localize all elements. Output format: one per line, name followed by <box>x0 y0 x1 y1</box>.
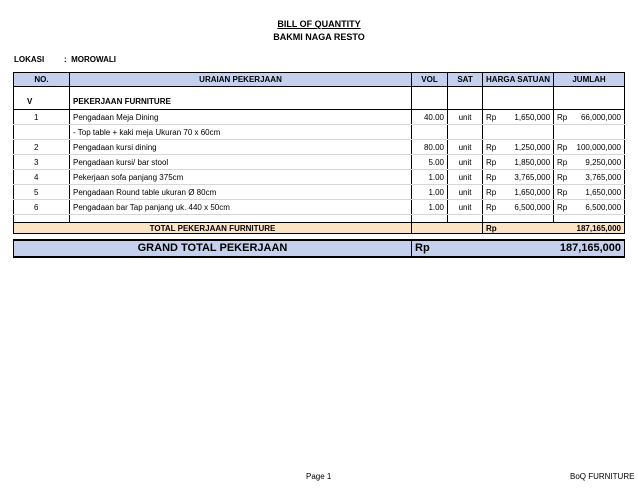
item-vol: 1.00 <box>412 170 448 185</box>
item-price: 1,250,000 <box>498 140 554 155</box>
total-value: 187,165,000 <box>554 223 625 234</box>
location-label: LOKASI <box>14 55 45 64</box>
item-price-currency: Rp <box>483 140 498 155</box>
item-desc: Pengadaan kursi dining <box>70 140 412 155</box>
location-line <box>14 55 116 64</box>
item-price-currency: Rp <box>483 200 498 215</box>
spacer-row <box>14 87 625 95</box>
item-no: 5 <box>14 185 42 200</box>
item-total-currency: Rp <box>554 170 569 185</box>
item-no: 6 <box>14 200 42 215</box>
item-price: 3,765,000 <box>498 170 554 185</box>
item-total-currency <box>554 125 569 140</box>
item-price-currency: Rp <box>483 170 498 185</box>
sheet-name: BoQ FURNITURE <box>570 472 635 481</box>
item-vol: 1.00 <box>412 185 448 200</box>
item-price: 1,650,000 <box>498 110 554 125</box>
item-unit: unit <box>448 185 483 200</box>
item-total: 1,650,000 <box>569 185 625 200</box>
section-row <box>14 95 625 110</box>
col-vol-header: VOL <box>412 73 448 87</box>
item-blank <box>42 140 70 155</box>
item-blank <box>42 200 70 215</box>
item-price-currency: Rp <box>483 185 498 200</box>
item-desc: Pengadaan bar Tap panjang uk. 440 x 50cm <box>70 200 412 215</box>
item-desc: Pengadaan kursi/ bar stool <box>70 155 412 170</box>
page-number: Page 1 <box>306 472 332 481</box>
table-row <box>14 200 625 215</box>
grand-total-row <box>14 240 625 257</box>
location-separator: : <box>64 55 67 64</box>
item-total-currency: Rp <box>554 155 569 170</box>
table-row <box>14 125 625 140</box>
item-desc: Pengadaan Meja Dining <box>70 110 412 125</box>
table-row <box>14 155 625 170</box>
item-vol: 1.00 <box>412 200 448 215</box>
item-no <box>14 125 42 140</box>
item-blank <box>42 155 70 170</box>
item-vol: 40.00 <box>412 110 448 125</box>
table-header <box>14 73 625 87</box>
item-price-currency <box>483 125 498 140</box>
item-total: 100,000,000 <box>569 140 625 155</box>
item-total: 6,500,000 <box>569 200 625 215</box>
grand-total-currency: Rp <box>412 240 554 257</box>
item-price-currency: Rp <box>483 110 498 125</box>
spacer-row <box>14 215 625 223</box>
table-row <box>14 140 625 155</box>
doc-subtitle: BAKMI NAGA RESTO <box>273 32 365 42</box>
section-title: PEKERJAAN FURNITURE <box>70 95 412 110</box>
table-row <box>14 170 625 185</box>
item-vol <box>412 125 448 140</box>
item-total-currency: Rp <box>554 140 569 155</box>
item-blank <box>42 185 70 200</box>
col-total-header: JUMLAH <box>554 73 625 87</box>
col-desc-header: URAIAN PEKERJAAN <box>70 73 412 87</box>
item-desc: - Top table + kaki meja Ukuran 70 x 60cm <box>70 125 412 140</box>
item-no: 3 <box>14 155 42 170</box>
item-total-currency: Rp <box>554 185 569 200</box>
item-unit: unit <box>448 200 483 215</box>
item-price: 1,650,000 <box>498 185 554 200</box>
item-no: 2 <box>14 140 42 155</box>
table-row <box>14 110 625 125</box>
boq-table <box>13 72 625 258</box>
item-total: 9,250,000 <box>569 155 625 170</box>
item-desc: Pengadaan Round table ukuran Ø 80cm <box>70 185 412 200</box>
col-sat-header: SAT <box>448 73 483 87</box>
item-vol: 80.00 <box>412 140 448 155</box>
item-price: 1,850,000 <box>498 155 554 170</box>
location-value: MOROWALI <box>71 55 117 64</box>
section-code: V <box>14 95 70 110</box>
total-label: TOTAL PEKERJAAN FURNITURE <box>14 223 412 234</box>
total-row <box>14 223 625 234</box>
item-unit: unit <box>448 110 483 125</box>
grand-total-value: 187,165,000 <box>554 240 625 257</box>
item-total-currency: Rp <box>554 110 569 125</box>
item-vol: 5.00 <box>412 155 448 170</box>
item-unit: unit <box>448 170 483 185</box>
item-price <box>498 125 554 140</box>
item-no: 4 <box>14 170 42 185</box>
item-price-currency: Rp <box>483 155 498 170</box>
grand-total-label: GRAND TOTAL PEKERJAAN <box>14 240 412 257</box>
item-total: 66,000,000 <box>569 110 625 125</box>
table-row <box>14 185 625 200</box>
item-blank <box>42 125 70 140</box>
col-price-header: HARGA SATUAN <box>483 73 554 87</box>
doc-title: BILL OF QUANTITY <box>277 19 361 29</box>
item-price: 6,500,000 <box>498 200 554 215</box>
item-total <box>569 125 625 140</box>
item-blank <box>42 170 70 185</box>
item-blank <box>42 110 70 125</box>
total-currency: Rp <box>483 223 554 234</box>
item-unit: unit <box>448 155 483 170</box>
item-no: 1 <box>14 110 42 125</box>
col-no-header: NO. <box>14 73 70 87</box>
item-total: 3,765,000 <box>569 170 625 185</box>
item-unit <box>448 125 483 140</box>
item-desc: Pekerjaan sofa panjang 375cm <box>70 170 412 185</box>
item-unit: unit <box>448 140 483 155</box>
item-total-currency: Rp <box>554 200 569 215</box>
